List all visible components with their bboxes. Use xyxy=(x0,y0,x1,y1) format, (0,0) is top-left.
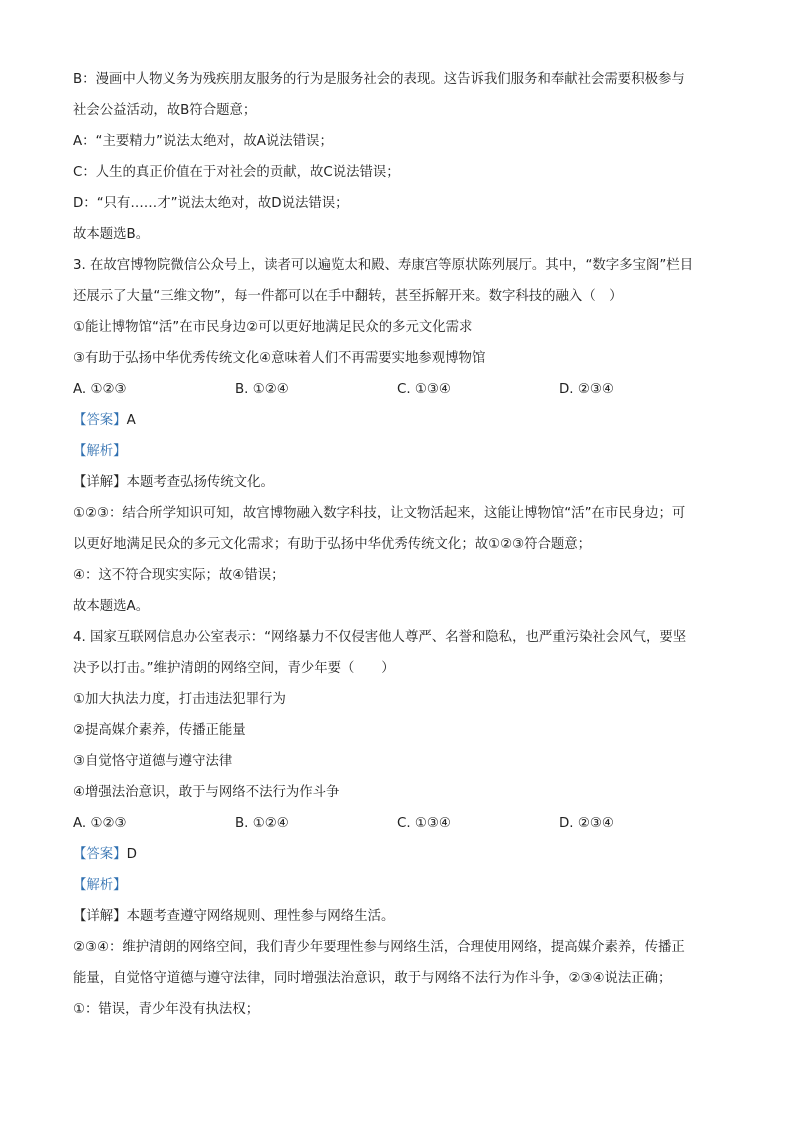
explanation-line: ②③④：维护清朗的网络空间，我们青少年要理性参与网络生活，合理使用网络，提高媒介素养，传播正 xyxy=(73,940,685,955)
option-b: B. ①②④ xyxy=(235,816,289,831)
explanation-line: ①②③：结合所学知识可知，故宫博物融入数字科技，让文物活起来，这能让博物馆“活”在市民身边；可 xyxy=(73,506,686,521)
explanation-line: ④：这不符合现实实际；故④错误； xyxy=(73,568,285,583)
text-line: D：“只有……才”说法太绝对，故D说法错误； xyxy=(73,196,349,211)
detail-tag: 【详解】 xyxy=(73,475,127,490)
detail-line xyxy=(73,467,723,498)
answer-line xyxy=(73,839,723,870)
question-3-stem: 还展示了大量“三维文物”，每一件都可以在手中翻转，甚至拆解开来。数字科技的融入（ ） xyxy=(73,289,623,304)
question-3-options xyxy=(73,374,723,405)
text-line: 社会公益活动，故B符合题意； xyxy=(73,103,257,118)
answer-value: D xyxy=(126,847,137,862)
question-3-item: ③有助于弘扬中华优秀传统文化④意味着人们不再需要实地参观博物馆 xyxy=(73,351,486,366)
explanation-line: 故本题选A。 xyxy=(73,599,150,614)
question-4-stem: 决予以打击。”维护清朗的网络空间，青少年要（ ） xyxy=(73,661,395,676)
analysis-tag: 【解析】 xyxy=(73,444,127,459)
question-4-stem: 4. 国家互联网信息办公室表示：“网络暴力不仅侵害他人尊严、名誉和隐私，也严重污染社会风气，要坚 xyxy=(73,630,687,645)
question-4-item: ④增强法治意识，敢于与网络不法行为作斗争 xyxy=(73,785,340,800)
detail-line xyxy=(73,901,723,932)
answer-tag: 【答案】 xyxy=(73,413,127,428)
explanation-line: ①：错误，青少年没有执法权； xyxy=(73,1002,260,1017)
question-4-options xyxy=(73,808,723,839)
question-3-stem: 3. 在故宫博物院微信公众号上，读者可以遍览太和殿、寿康宫等原状陈列展厅。其中，“数字多宝阁”栏目 xyxy=(73,258,694,273)
question-4-item: ③自觉恪守道德与遵守法律 xyxy=(73,754,233,769)
text-line: B：漫画中人物义务为残疾朋友服务的行为是服务社会的表现。这告诉我们服务和奉献社会需要积极参与 xyxy=(73,72,685,87)
option-a: A. ①②③ xyxy=(73,382,127,397)
explanation-line: 以更好地满足民众的多元文化需求；有助于弘扬中华优秀传统文化；故①②③符合题意； xyxy=(73,537,592,552)
question-3-item: ①能让博物馆“活”在市民身边②可以更好地满足民众的多元文化需求 xyxy=(73,320,473,335)
option-c: C. ①③④ xyxy=(397,382,451,397)
option-b: B. ①②④ xyxy=(235,382,289,397)
analysis-line xyxy=(73,870,723,901)
option-d: D. ②③④ xyxy=(559,382,614,397)
document-body xyxy=(73,64,723,1025)
detail-text: 本题考查遵守网络规则、理性参与网络生活。 xyxy=(126,909,395,924)
question-4-item: ②提高媒介素养，传播正能量 xyxy=(73,723,246,738)
answer-line xyxy=(73,405,723,436)
analysis-line xyxy=(73,436,723,467)
detail-text: 本题考查弘扬传统文化。 xyxy=(126,475,274,490)
option-d: D. ②③④ xyxy=(559,816,614,831)
explanation-line: 能量，自觉恪守道德与遵守法律，同时增强法治意识，敢于与网络不法行为作斗争，②③④说法正确； xyxy=(73,971,672,986)
option-c: C. ①③④ xyxy=(397,816,451,831)
option-a: A. ①②③ xyxy=(73,816,127,831)
text-line: 故本题选B。 xyxy=(73,227,150,242)
detail-tag: 【详解】 xyxy=(73,909,127,924)
answer-value: A xyxy=(126,413,136,428)
text-line: C：人生的真正价值在于对社会的贡献，故C说法错误； xyxy=(73,165,400,180)
question-4-item: ①加大执法力度，打击违法犯罪行为 xyxy=(73,692,286,707)
analysis-tag: 【解析】 xyxy=(73,878,127,893)
answer-tag: 【答案】 xyxy=(73,847,127,862)
text-line: A：“主要精力”说法太绝对，故A说法错误； xyxy=(73,134,333,149)
